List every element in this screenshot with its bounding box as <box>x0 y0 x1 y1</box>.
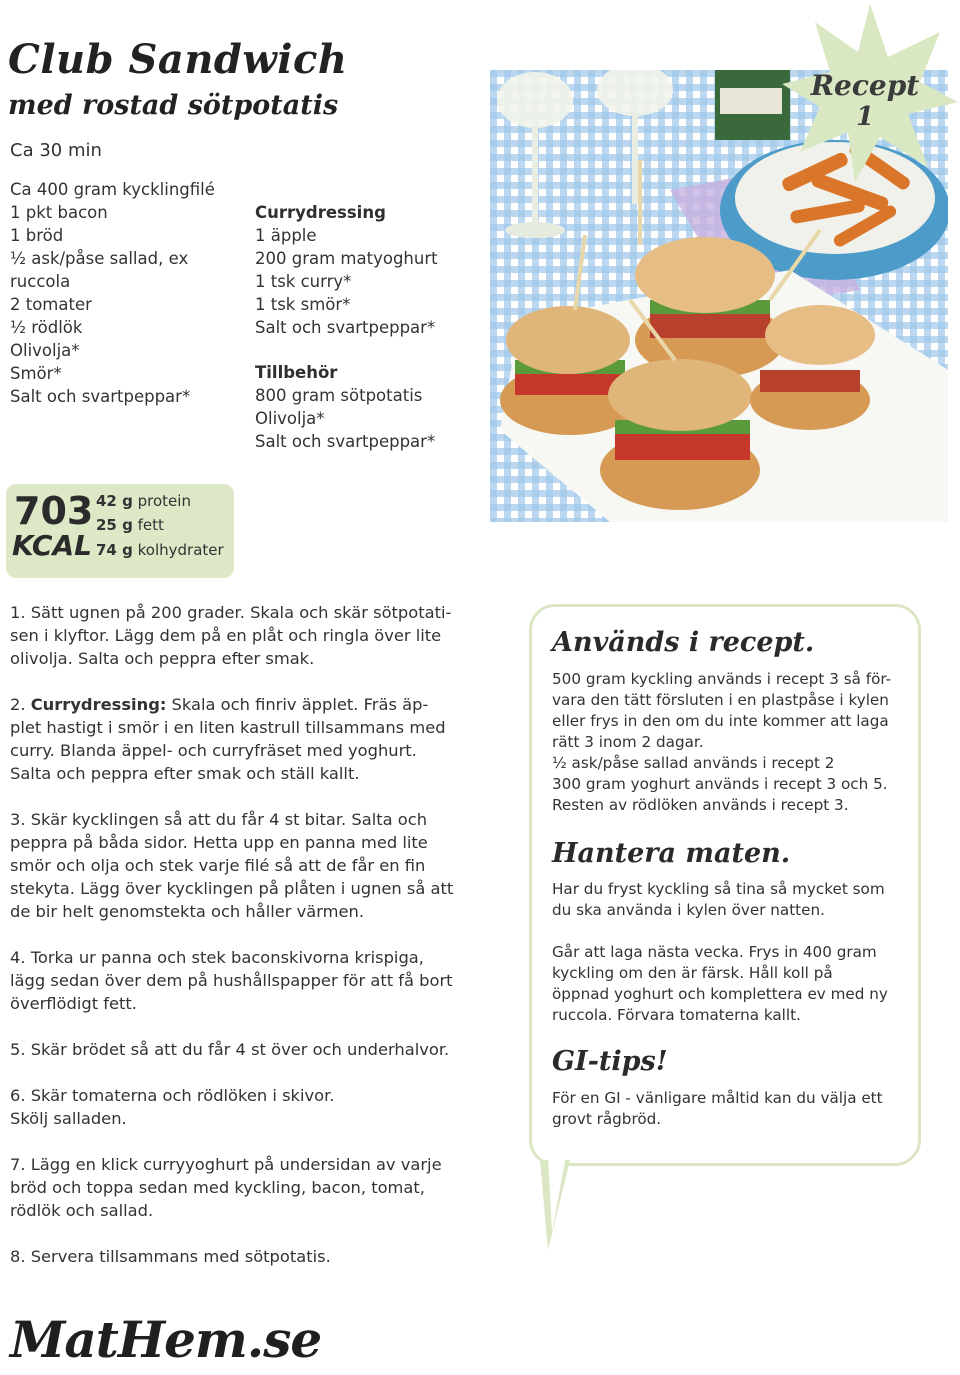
cooking-time: Ca 30 min <box>10 140 102 161</box>
ingredient-item: Ca 400 gram kycklingfilé <box>10 180 215 199</box>
ingredient-item: ruccola <box>10 272 71 291</box>
tips-box-tail-inner <box>548 1156 566 1232</box>
ingredient-item: 200 gram matyoghurt <box>255 249 438 268</box>
kcal-value: 703 <box>14 489 94 533</box>
tillbehor-heading: Tillbehör <box>255 363 338 382</box>
step-2-text: Skala och finriv äpplet. Fräs äp- plet hastigt i smör i en liten kastrull tillsammans med curry. Blanda äppel- och curryfräset med yoghurt. Salta och peppra efter smak och ställ kallt. <box>10 695 446 783</box>
used-in-recipes-heading: Används i recept. <box>552 627 815 658</box>
ingredient-list-extras <box>255 201 485 453</box>
recipe-badge-number: 1 <box>855 102 875 132</box>
ingredient-list-main <box>10 178 240 408</box>
currydressing-heading: Currydressing <box>255 203 386 222</box>
gi-tips-heading: GI-tips! <box>552 1046 668 1077</box>
ingredient-item: Olivolja* <box>10 341 80 360</box>
step-3: 3. Skär kycklingen så att du får 4 st bitar. Salta och peppra på båda sidor. Hetta upp en panna med lite smör och olja och stek varje filé så att de får en fin stekyta. Lägg över kycklingen på plåten i ugnen så att de bir helt genomstekta och håller värmen. <box>10 810 454 921</box>
instruction-steps <box>10 601 480 1291</box>
ingredient-item: 1 bröd <box>10 226 64 245</box>
mathem-logo: MatHem.se <box>10 1310 322 1369</box>
fat-amount: 25 g <box>96 516 133 534</box>
ingredient-item: 2 tomater <box>10 295 92 314</box>
step-2 <box>10 693 480 785</box>
ingredient-item: ½ ask/påse sallad, ex <box>10 249 189 268</box>
step-7: 7. Lägg en klick curryyoghurt på undersidan av varje bröd och toppa sedan med kyckling, bacon, tomat, rödlök och sallad. <box>10 1155 442 1220</box>
step-8: 8. Servera tillsammans med sötpotatis. <box>10 1247 331 1266</box>
ingredient-item: ½ rödlök <box>10 318 83 337</box>
step-2-heading: Currydressing: <box>30 695 167 714</box>
carbs-label: kolhydrater <box>137 541 224 559</box>
recipe-badge-label: Recept <box>810 69 920 102</box>
step-4: 4. Torka ur panna och stek baconskivorna krispiga, lägg sedan över dem på hushållspapper för att få bort överflödigt fett. <box>10 948 453 1013</box>
carbs-line <box>96 543 224 558</box>
handle-food-text-1: Har du fryst kyckling så tina så mycket som du ska använda i kylen över natten. <box>552 880 885 919</box>
step-5: 5. Skär brödet så att du får 4 st över och underhalvor. <box>10 1040 450 1059</box>
handle-food-text-2: Går att laga nästa vecka. Frys in 400 gram kyckling om den är färsk. Håll koll på öppnad yoghurt och komplettera ev med ny ruccola. Förvara tomaterna kallt. <box>552 943 888 1024</box>
ingredient-item: Salt och svartpeppar* <box>255 318 436 337</box>
handle-food-heading: Hantera maten. <box>552 838 791 869</box>
ingredient-item: Smör* <box>10 364 62 383</box>
used-in-recipes-text: 500 gram kyckling används i recept 3 så för- vara den tätt försluten i en plastpåse i kylen eller frys in den om du inte kommer att laga rätt 3 inom 2 dagar. ½ ask/påse sallad används i recept 2 300 gram yoghurt används i recept 3 och 5. Resten av rödlöken används i recept 3. <box>552 670 892 814</box>
recipe-title: Club Sandwich <box>8 36 348 83</box>
ingredient-item: 800 gram sötpotatis <box>255 386 423 405</box>
ingredient-item: Salt och svartpeppar* <box>10 387 191 406</box>
ingredient-item: 1 tsk smör* <box>255 295 351 314</box>
kcal-unit: KCAL <box>12 529 92 562</box>
step-1: 1. Sätt ugnen på 200 grader. Skala och skär sötpotati- sen i klyftor. Lägg dem på en plåt och ringla över lite olivolja. Salta och peppra efter smak. <box>10 603 452 668</box>
protein-line <box>96 494 191 509</box>
recipe-subtitle: med rostad sötpotatis <box>8 90 339 121</box>
ingredient-item: Salt och svartpeppar* <box>255 432 436 451</box>
step-6: 6. Skär tomaterna och rödlöken i skivor. Skölj salladen. <box>10 1086 335 1128</box>
ingredient-item: 1 äpple <box>255 226 317 245</box>
protein-amount: 42 g <box>96 492 133 510</box>
protein-label: protein <box>137 492 191 510</box>
step-2-number: 2. <box>10 695 31 714</box>
ingredient-item: Olivolja* <box>255 409 325 428</box>
gi-tips-text: För en GI - vänligare måltid kan du välja ett grovt rågbröd. <box>552 1089 883 1128</box>
ingredient-item: 1 tsk curry* <box>255 272 352 291</box>
ingredient-item: 1 pkt bacon <box>10 203 108 222</box>
fat-line <box>96 518 164 533</box>
fat-label: fett <box>137 516 164 534</box>
carbs-amount: 74 g <box>96 541 133 559</box>
